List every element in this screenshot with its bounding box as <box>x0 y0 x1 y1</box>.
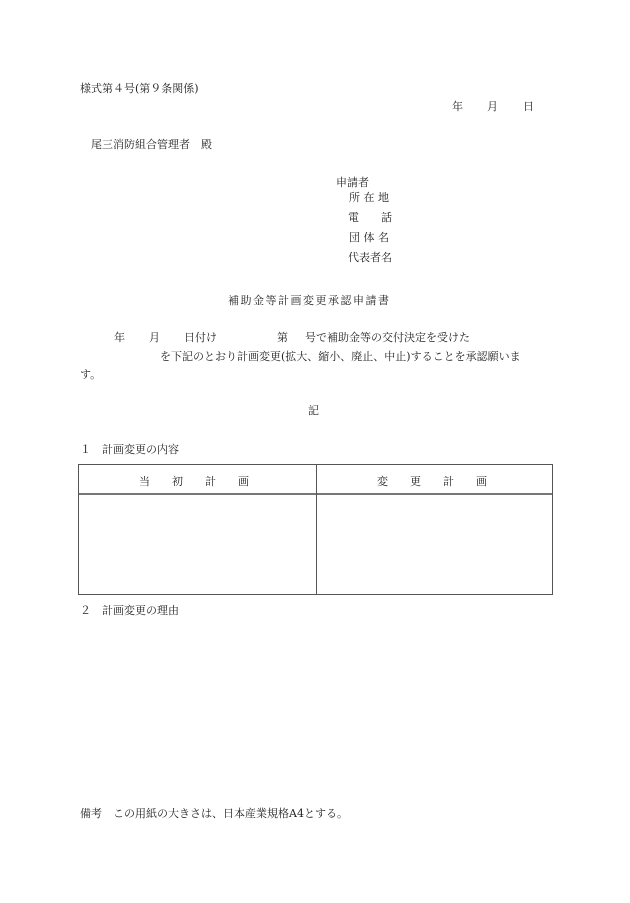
body-year: 年 <box>114 331 125 344</box>
date-day: 日 <box>523 100 534 113</box>
body-dated: 日付け <box>184 331 217 344</box>
section1-heading: １ 計画変更の内容 <box>80 443 179 456</box>
addressee: 尾三消防組合管理者 殿 <box>91 138 212 151</box>
column-divider <box>316 465 317 594</box>
applicant-organization-label: 団 体 名 <box>349 231 389 244</box>
ki-heading: 記 <box>308 404 319 417</box>
applicant-address-label: 所 在 地 <box>349 191 389 204</box>
header-changed-plan: 変更計画 <box>377 475 509 488</box>
document-title: 補助金等計画変更承認申請書 <box>228 294 391 307</box>
applicant-representative-label: 代表者名 <box>348 251 392 264</box>
body-line2: を下記のとおり計画変更(拡大、縮小、廃止、中止)することを承認願いま <box>160 350 521 363</box>
section2-heading: ２ 計画変更の理由 <box>80 604 179 617</box>
applicant-phone-label: 電 話 <box>348 211 392 224</box>
applicant-label: 申請者 <box>336 176 369 189</box>
footnote: 備考 この用紙の大きさは、日本産業規格A4とする。 <box>80 807 348 820</box>
date-year: 年 <box>452 100 463 113</box>
plan-change-table <box>78 464 553 595</box>
body-line1: 号で補助金等の交付決定を受けた <box>305 331 470 344</box>
body-month: 月 <box>149 331 160 344</box>
date-month: 月 <box>487 100 498 113</box>
body-line3: す。 <box>80 368 102 381</box>
form-number: 様式第４号(第９条関係) <box>80 82 199 95</box>
body-number-prefix: 第 <box>277 331 288 344</box>
header-original-plan: 当初計画 <box>139 475 271 488</box>
